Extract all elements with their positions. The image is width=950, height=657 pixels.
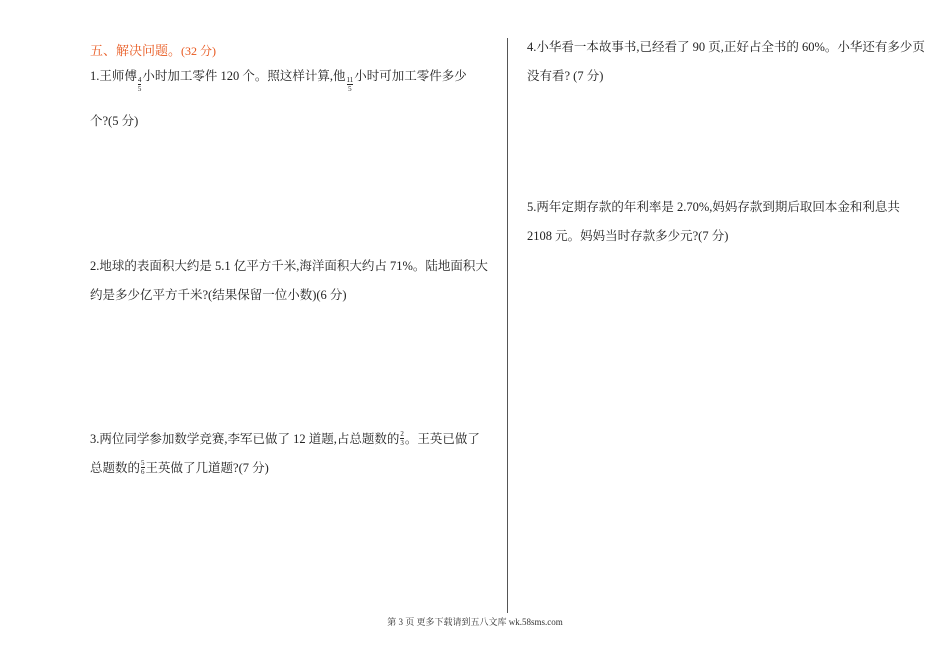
question-5-line-1: 5.两年定期存款的年利率是 2.70%,妈妈存款到期后取回本金和利息共 — [527, 200, 900, 214]
fraction-two-thirds — [400, 430, 404, 447]
question-3-text-c: 总题数的 — [90, 461, 141, 475]
fraction-numerator: 4 — [137, 75, 142, 84]
question-5-line-2: 2108 元。妈妈当时存款多少元?(7 分) — [527, 229, 729, 243]
question-5 — [527, 193, 900, 251]
question-1-text-a: 1.王师傅 — [90, 69, 137, 83]
question-3-text-a: 3.两位同学参加数学竞赛,李军已做了 12 道题,占总题数的 — [90, 432, 400, 446]
question-1-line-2: 个?(5 分) — [90, 114, 139, 128]
question-4 — [527, 33, 925, 91]
fraction-denominator: 5 — [348, 84, 352, 93]
question-4-line-2: 没有看? (7 分) — [527, 69, 604, 83]
question-4-line-1: 4.小华看一本故事书,已经看了 90 页,正好占全书的 60%。小华还有多少页 — [527, 40, 925, 54]
fraction-denominator: 6 — [141, 467, 145, 476]
fraction-numerator: 5 — [141, 458, 145, 467]
section-points: (32 分) — [181, 44, 217, 58]
question-2-line-1: 2.地球的表面积大约是 5.1 亿平方千米,海洋面积大约占 71%。陆地面积大 — [90, 259, 488, 273]
fraction-five-sixths — [141, 459, 145, 476]
question-3-line-2 — [90, 454, 480, 483]
question-3-line-1 — [90, 425, 480, 454]
fraction-numerator: 2 — [400, 429, 404, 438]
fraction-numerator: 11 — [346, 75, 354, 84]
section-title — [90, 40, 216, 59]
question-3-text-b: 。王英已做了 — [404, 432, 480, 446]
page-footer: 第 3 页 更多下载请到五八文库 wk.58sms.com — [387, 617, 563, 627]
column-divider — [507, 38, 508, 613]
question-1-text-b: 小时加工零件 120 个。照这样计算,他 — [142, 69, 346, 83]
question-1 — [90, 62, 467, 91]
fraction-four-fifths — [138, 76, 142, 93]
section-title-text: 五、解决问题。 — [90, 43, 182, 58]
fraction-denominator: 3 — [400, 438, 404, 447]
fraction-denominator: 5 — [137, 84, 142, 93]
question-3-text-d: 王英做了几道题?(7 分) — [145, 461, 269, 475]
question-2-line-2: 约是多少亿平方千米?(结果保留一位小数)(6 分) — [90, 288, 347, 302]
fraction-eleven-fifths — [347, 76, 354, 93]
question-2 — [90, 252, 488, 310]
question-3 — [90, 425, 480, 483]
question-1-line-1 — [90, 62, 467, 91]
question-1-text-c: 小时可加工零件多少 — [354, 69, 467, 83]
